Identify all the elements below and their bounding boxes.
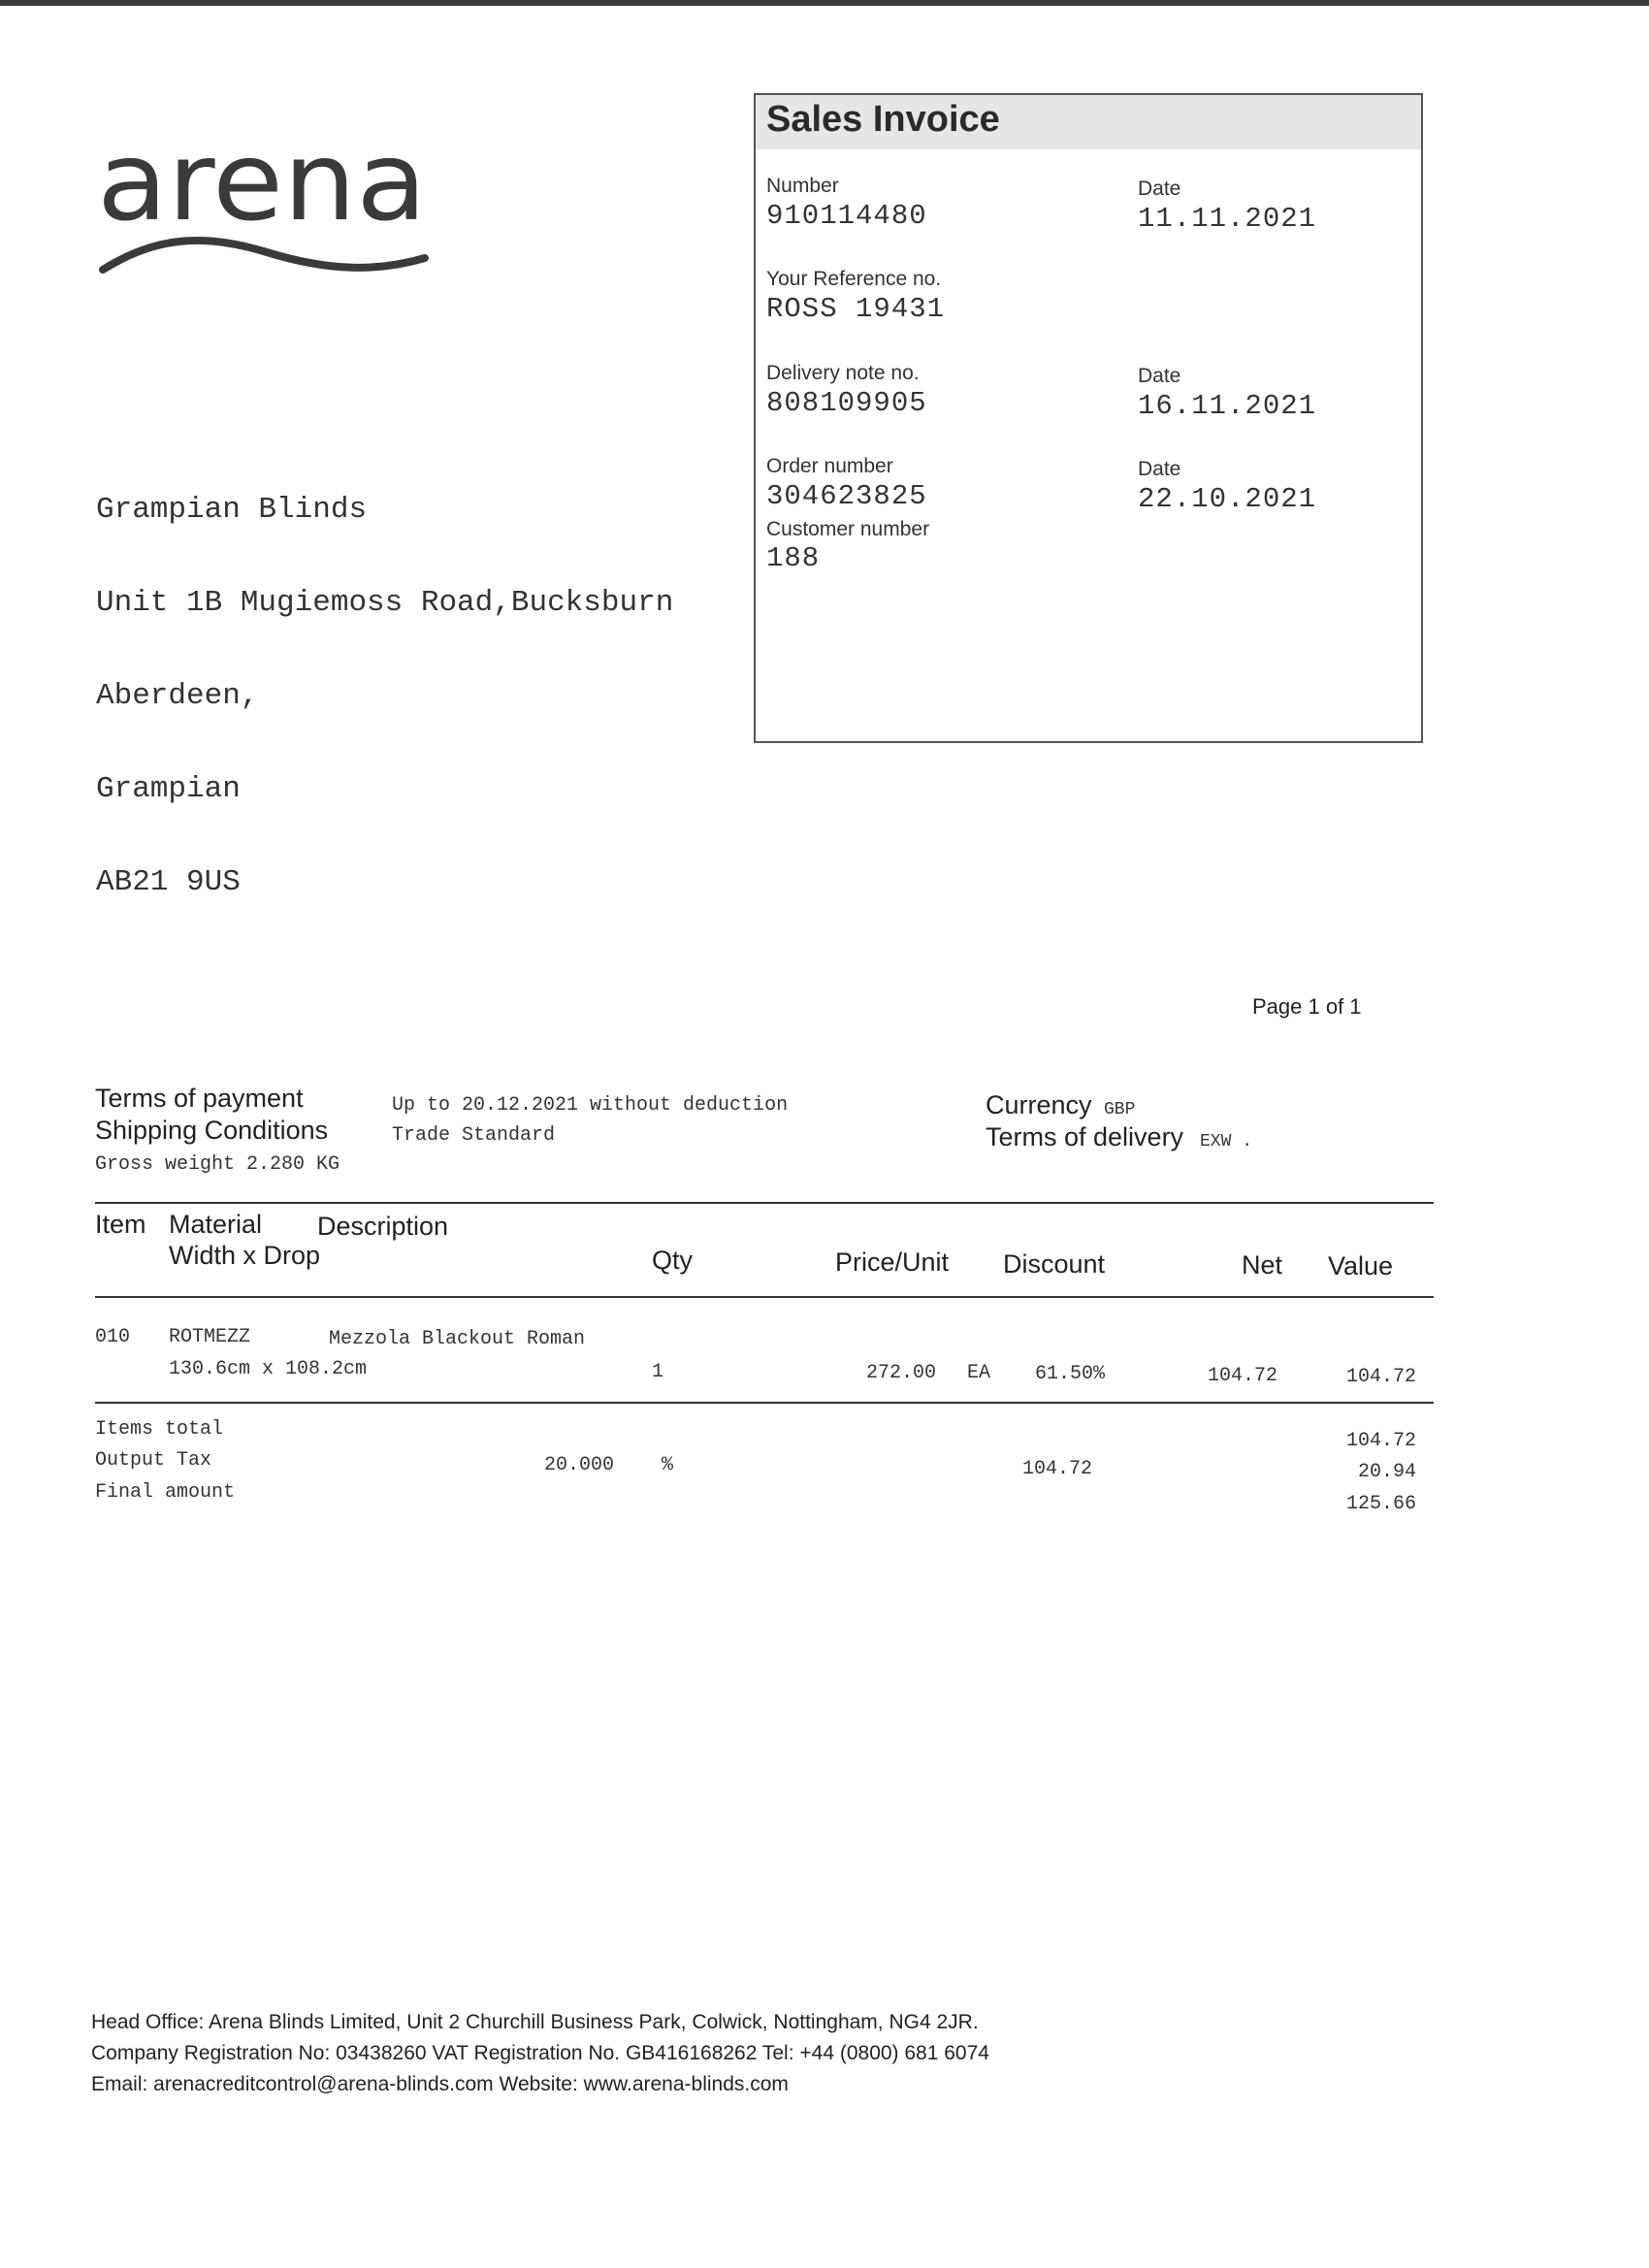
invoice-title: Sales Invoice (766, 99, 1000, 140)
order-date-label: Date (1138, 458, 1181, 480)
final-amount-value: 125.66 (1346, 1493, 1417, 1515)
page-number: Page 1 of 1 (1252, 994, 1362, 1019)
delivery-date-label: Date (1138, 365, 1181, 387)
footer-registration: Company Registration No: 03438260 VAT Registration No. GB416168262 Tel: +44 (0800) 681 6074 (91, 2042, 989, 2064)
row-value: 104.72 (1346, 1366, 1417, 1388)
row-item: 010 (95, 1326, 131, 1348)
order-number-label: Order number (766, 455, 893, 477)
delivery-note-label: Delivery note no. (766, 362, 920, 384)
terms-of-delivery-value: EXW . (1200, 1132, 1253, 1151)
terms-of-payment-value: Up to 20.12.2021 without deduction (392, 1094, 789, 1117)
svg-text:arena: arena (97, 136, 427, 245)
header-width-drop: Width x Drop (169, 1241, 321, 1270)
row-width-drop: 130.6cm x 108.2cm (169, 1358, 368, 1380)
header-qty: Qty (652, 1246, 694, 1275)
tax-base: 104.72 (1022, 1458, 1093, 1480)
shipping-conditions-value: Trade Standard (392, 1124, 556, 1147)
currency-label: Currency (986, 1090, 1092, 1119)
invoice-date: 11.11.2021 (1138, 203, 1317, 235)
gross-weight: Gross weight 2.280 KG (95, 1153, 340, 1176)
header-bottom-rule (95, 1296, 1434, 1298)
header-description: Description (317, 1212, 449, 1241)
footer-contact: Email: arenacreditcontrol@arena-blinds.com Website: www.arena-blinds.com (91, 2073, 789, 2095)
invoice-number: 910114480 (766, 200, 927, 232)
shipping-conditions-label: Shipping Conditions (95, 1116, 329, 1145)
address-line: Aberdeen, (96, 679, 259, 713)
arena-logo (97, 136, 436, 291)
tax-amount: 20.94 (1358, 1461, 1417, 1483)
items-total-value: 104.72 (1346, 1430, 1417, 1452)
customer-number: 188 (766, 542, 821, 574)
footer-head-office: Head Office: Arena Blinds Limited, Unit 2 Churchill Business Park, Colwick, Nottingham, NG4 2JR. (91, 2011, 979, 2033)
reference-number: ROSS 19431 (766, 293, 946, 325)
order-number: 304623825 (766, 480, 927, 512)
delivery-note-number: 808109905 (766, 387, 927, 419)
final-amount-label: Final amount (95, 1481, 236, 1504)
header-value: Value (1328, 1251, 1394, 1280)
output-tax-label: Output Tax (95, 1449, 212, 1472)
row-unit: EA (967, 1362, 991, 1384)
header-discount: Discount (1003, 1249, 1106, 1279)
header-price-unit: Price/Unit (835, 1247, 950, 1277)
row-net: 104.72 (1208, 1365, 1278, 1387)
customer-number-label: Customer number (766, 518, 930, 540)
items-bottom-rule (95, 1402, 1434, 1404)
items-total-label: Items total (95, 1418, 224, 1441)
invoice-details-box (754, 93, 1423, 743)
reference-label: Your Reference no. (766, 268, 942, 290)
invoice-date-label: Date (1138, 178, 1181, 200)
customer-address (96, 433, 673, 929)
tax-percent-sign: % (662, 1454, 674, 1476)
row-description: Mezzola Blackout Roman (329, 1328, 586, 1350)
row-price: 272.00 (866, 1362, 937, 1384)
header-material: Material (169, 1210, 263, 1239)
row-material: ROTMEZZ (169, 1326, 251, 1348)
number-label: Number (766, 175, 839, 197)
tax-rate: 20.000 (544, 1454, 615, 1476)
address-line: Grampian (96, 772, 241, 806)
terms-of-payment-label: Terms of payment (95, 1084, 304, 1113)
delivery-date: 16.11.2021 (1138, 390, 1317, 422)
scan-edge (0, 0, 1649, 6)
address-line: Grampian Blinds (96, 493, 368, 527)
currency-value: GBP (1104, 1100, 1136, 1119)
header-net: Net (1242, 1250, 1283, 1280)
terms-of-delivery-label: Terms of delivery (986, 1122, 1184, 1151)
header-item: Item (95, 1210, 146, 1239)
address-line: Unit 1B Mugiemoss Road,Bucksburn (96, 586, 674, 620)
row-discount: 61.50% (1035, 1363, 1106, 1385)
row-qty: 1 (652, 1361, 664, 1383)
order-date: 22.10.2021 (1138, 483, 1317, 515)
address-line: AB21 9US (96, 865, 241, 899)
table-top-rule (95, 1202, 1434, 1204)
